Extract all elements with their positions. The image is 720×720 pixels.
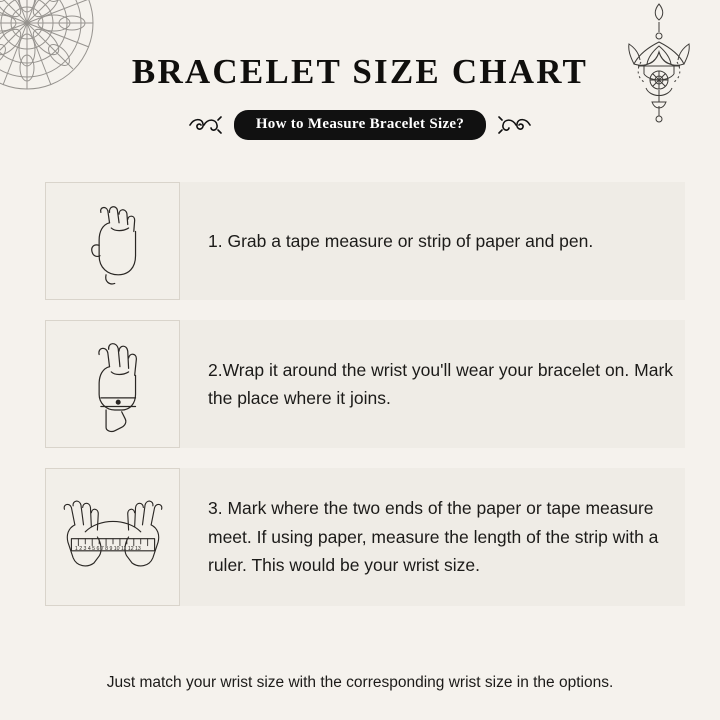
step-text: 2.Wrap it around the wrist you'll wear your bracelet on. Mark the place where it joins.: [208, 359, 674, 408]
subtitle-row: [0, 110, 720, 140]
step-text: 1. Grab a tape measure or strip of paper and pen.: [208, 230, 594, 251]
steps-list: [45, 182, 685, 626]
swirl-ornament-left-icon: [188, 114, 222, 136]
footer-note: Just match your wrist size with the corresponding wrist size in the options.: [106, 674, 614, 691]
list-item: [45, 468, 685, 606]
hand-with-tape-measure-illustration-icon: [45, 182, 180, 300]
subtitle-pill: How to Measure Bracelet Size?: [234, 110, 486, 140]
swirl-ornament-right-icon: [498, 114, 532, 136]
list-item: [45, 320, 685, 448]
hands-measuring-strip-with-ruler-illustration-icon: [45, 468, 180, 606]
step-text: 3. Mark where the two ends of the paper or tape measure meet. If using paper, measure the length of the strip with a ruler. This would be your wrist size.: [208, 498, 659, 576]
svg-text:1 2 3 4 5 6 7 8 9 10 11 12 13: 1 2 3 4 5 6 7 8 9 10 11 12 13: [74, 546, 141, 552]
page-title: BRACELET SIZE CHART: [131, 52, 589, 91]
hand-with-wrapped-tape-illustration-icon: [45, 320, 180, 448]
list-item: [45, 182, 685, 300]
